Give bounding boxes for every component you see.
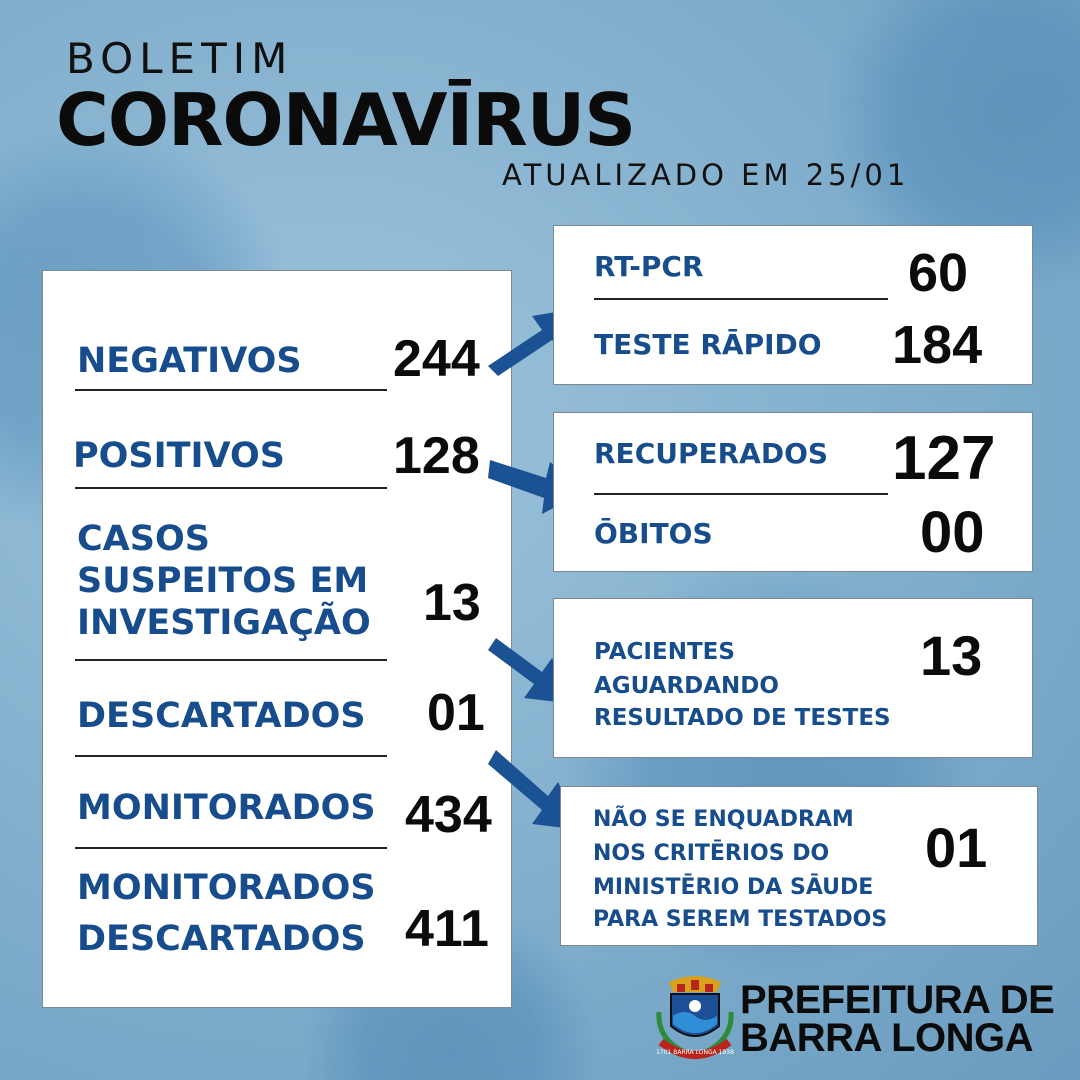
waiting-results-card	[553, 598, 1033, 758]
recuperados-value: 127	[892, 424, 996, 493]
waiting-value: 13	[920, 624, 983, 687]
waiting-label-line2: AGUARDANDO	[594, 673, 779, 699]
page-title: CORONAVĪRUS	[56, 78, 636, 162]
positivos-label: POSITIVOS	[73, 436, 285, 476]
waiting-label-line3: RESULTADO DE TESTES	[594, 705, 891, 731]
divider	[75, 755, 387, 757]
prefeitura-line2: BARRA LONGA	[740, 1016, 1033, 1060]
divider	[75, 659, 387, 661]
criteria-label-line3: MINISTĒRIO DA SĀUDE	[593, 875, 874, 900]
waiting-label-line1: PACIENTES	[594, 639, 735, 665]
divider	[594, 493, 888, 495]
recuperados-label: RECUPERADOS	[594, 437, 829, 470]
criteria-label-line4: PARA SEREM TESTADOS	[593, 907, 888, 932]
tests-card	[553, 225, 1033, 385]
header-kicker: BOLETIM	[66, 34, 294, 83]
negativos-label: NEGATIVOS	[77, 341, 302, 381]
rt-pcr-label: RT-PCR	[594, 250, 704, 283]
monitorados-value: 434	[405, 786, 492, 844]
suspeitos-label-line2: SUSPEITOS EM	[77, 561, 369, 601]
teste-rapido-value: 184	[892, 315, 983, 375]
monitorados-label: MONITORADOS	[77, 788, 376, 828]
monitorados-descartados-value: 411	[405, 900, 489, 958]
updated-date: ATUALIZADO EM 25/01	[502, 158, 910, 192]
criteria-card	[560, 786, 1038, 946]
obitos-value: 00	[920, 500, 985, 565]
criteria-label-line2: NOS CRITĒRIOS DO	[593, 841, 830, 866]
teste-rapido-label: TESTE RĀPIDO	[594, 328, 822, 361]
divider	[594, 298, 888, 300]
prefeitura-line1: PREFEITURA DE	[740, 978, 1055, 1022]
suspeitos-label-line1: CASOS	[77, 519, 210, 559]
obitos-label: ŌBITOS	[594, 517, 713, 550]
divider	[75, 389, 387, 391]
criteria-value: 01	[925, 816, 988, 879]
municipal-crest-logo	[655, 972, 735, 1064]
divider	[75, 487, 387, 489]
monitorados-descartados-label-line1: MONITORADOS	[77, 868, 376, 908]
rt-pcr-value: 60	[908, 243, 969, 303]
descartados-value: 01	[427, 684, 485, 742]
crest-ribbon-text: 1701 BARRA LONGA 1938	[656, 1049, 734, 1056]
positivos-value: 128	[393, 427, 480, 485]
descartados-label: DESCARTADOS	[77, 696, 366, 736]
main-stats-card	[42, 270, 512, 1008]
divider	[75, 847, 387, 849]
suspeitos-value: 13	[423, 574, 481, 632]
suspeitos-label-line3: INVESTIGAÇÃO	[77, 603, 371, 643]
outcome-card	[553, 412, 1033, 572]
monitorados-descartados-label-line2: DESCARTADOS	[77, 919, 366, 959]
negativos-value: 244	[393, 330, 480, 388]
criteria-label-line1: NÃO SE ENQUADRAM	[593, 807, 854, 832]
